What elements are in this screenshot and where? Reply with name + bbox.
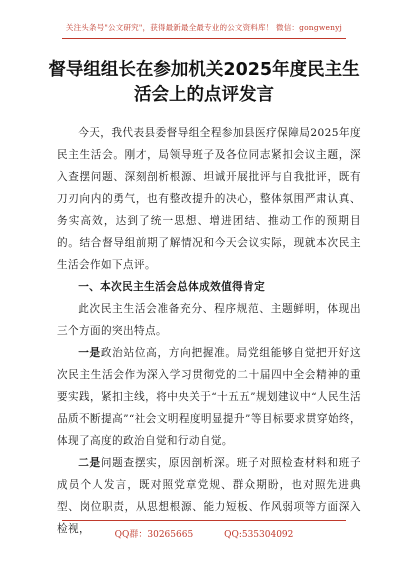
point-2-lead: 二是 [78, 457, 101, 469]
footer-divider [62, 520, 346, 521]
title-line-1: 督导组组长在参加机关2025年度民主生 [48, 60, 360, 80]
header-note: 关注头条号"公文研究"，获得最新最全最专业的公文资料库！ 微信：gongwenyj [65, 23, 343, 32]
paragraph-point-1 [57, 342, 361, 452]
point-1-lead: 一是 [78, 347, 101, 359]
title-line-2: 活会上的点评发言 [134, 85, 274, 105]
footer [0, 527, 408, 540]
document-body [57, 122, 361, 540]
footer-qq-group: QQ群：30265665 [114, 530, 194, 540]
section-heading-1: 一、本次民主生活会总体成效值得肯定 [78, 281, 266, 293]
paragraph-intro: 今天，我代表县委督导组全程参加县医疗保障局2025年度民主生活会。刚才，局领导班子及各位同志紧扣会议主题，深入查摆问题、深刻剖析根源、坦诚开展批评与自我批评，既有刀刃向内的勇气，也有整改提升的决心，整体氛围严肃认真、务实高效，达到了统一思想、增进团结、推动工作的预期目的。结合督导组前期了解情况和今天会议实际，现就本次民主生活会作如下点评。 [57, 127, 361, 271]
paragraph-overview: 此次民主生活会准备充分、程序规范、主题鲜明，体现出三个方面的突出特点。 [57, 303, 361, 337]
document-title [40, 58, 368, 108]
point-1-text: 政治站位高，方向把握准。局党组能够自觉把开好这次民主生活会作为深入学习贯彻党的二十届四中全会精神的重要实践，紧扣主线，将中央关于“十五五”规划建议中“人民生活品质不断提高”“社会文明程度明显提升”等目标要求贯穿始终，体现了高度的政治自觉和行动自觉。 [57, 347, 361, 447]
footer-qq-contact: QQ:535304092 [224, 530, 294, 540]
point-2-text: 问题查摆实，原因剖析深。班子对照检查材料和班子成员个人发言，既对照党章党规、群众期盼，也对照先进典型、岗位职责，从思想根源、能力短板、作风弱项等方面深入检视， [57, 457, 361, 535]
header-divider [62, 38, 346, 39]
